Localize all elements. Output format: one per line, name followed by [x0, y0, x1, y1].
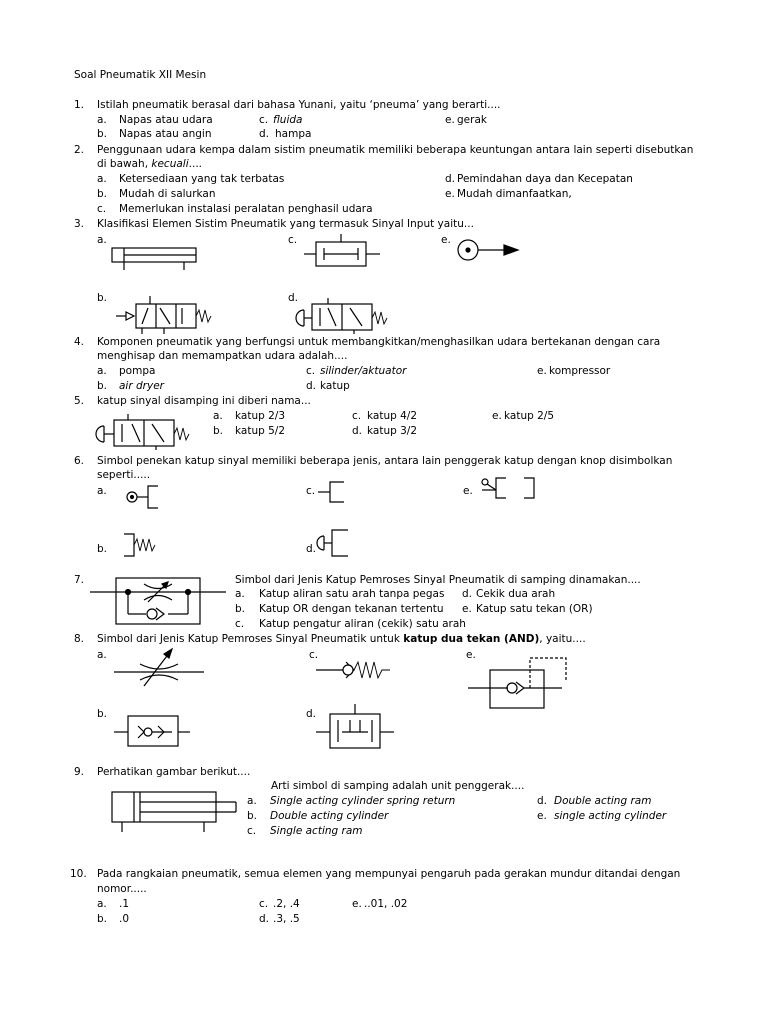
- option-text: .0: [119, 913, 130, 925]
- option-text: katup 2/3: [235, 410, 286, 422]
- option-letter: e.: [537, 810, 547, 822]
- option-text: Single acting ram: [270, 825, 363, 837]
- option-letter: c.: [288, 234, 298, 246]
- question-text-emphasis: kecuali: [151, 158, 189, 170]
- question-number: 5.: [74, 395, 85, 407]
- option-text: air dryer: [119, 380, 164, 392]
- option-letter: d.: [306, 708, 317, 720]
- option-letter: b.: [97, 128, 108, 140]
- question-text: Perhatikan gambar berikut....: [97, 766, 251, 778]
- plunger-actuator-icon: [318, 480, 348, 506]
- option-text: Ketersediaan yang tak terbatas: [119, 173, 285, 185]
- option-text: Napas atau udara: [119, 114, 213, 126]
- question-text-part: di bawah,: [97, 158, 149, 170]
- option-letter: c.: [309, 649, 319, 661]
- two-pressure-valve-icon: [304, 230, 384, 270]
- option-letter: c.: [352, 410, 362, 422]
- option-text: katup 2/5: [504, 410, 555, 422]
- option-text: fluida: [273, 114, 303, 126]
- question-number: 3.: [74, 218, 85, 230]
- option-letter: c.: [235, 618, 245, 630]
- option-letter: d.: [259, 128, 270, 140]
- option-text: Single acting cylinder spring return: [270, 795, 456, 807]
- question-number: 10.: [70, 868, 87, 880]
- question-text-part: ....: [188, 158, 202, 170]
- option-letter: a.: [213, 410, 223, 422]
- option-text: .3, .5: [273, 913, 300, 925]
- option-letter: c.: [259, 114, 269, 126]
- option-letter: b.: [247, 810, 258, 822]
- option-letter: e.: [537, 365, 547, 377]
- option-text: katup 4/2: [367, 410, 418, 422]
- question-text: [97, 159, 202, 170]
- option-text: Mudah dimanfaatkan,: [457, 188, 572, 200]
- page-title: Soal Pneumatik XII Mesin: [74, 69, 207, 81]
- option-letter: d.: [445, 173, 456, 185]
- question-number: 2.: [74, 144, 85, 156]
- option-text: ..01, .02: [364, 898, 408, 910]
- question-text: Komponen pneumatik yang berfungsi untuk membangkitkan/menghasilkan udara bertekanan dengan cara: [97, 336, 661, 348]
- push-button-actuator-icon: [318, 528, 354, 558]
- option-letter: d.: [537, 795, 548, 807]
- question-text: Pada rangkaian pneumatik, semua elemen yang mempunyai pengaruh pada gerakan mundur ditandai dengan: [97, 868, 681, 880]
- question-text: menghisap dan memampatkan udara adalah....: [97, 350, 348, 362]
- flow-control-valve-icon: [90, 576, 226, 630]
- push-button-valve-icon: [298, 298, 390, 334]
- option-letter: a.: [235, 588, 245, 600]
- spring-check-valve-icon: [316, 656, 392, 684]
- question-number: 7.: [74, 574, 85, 586]
- option-text: katup 3/2: [367, 425, 418, 437]
- option-letter: d.: [306, 380, 317, 392]
- option-letter: a.: [247, 795, 257, 807]
- option-letter: a.: [97, 234, 107, 246]
- piloted-check-valve-icon: [468, 654, 570, 712]
- option-text: Katup aliran satu arah tanpa pegas: [259, 588, 445, 600]
- option-letter: e.: [352, 898, 362, 910]
- option-letter: c.: [247, 825, 257, 837]
- option-text: Memerlukan instalasi peralatan penghasil udara: [119, 203, 373, 215]
- spring-actuator-icon: [120, 532, 164, 560]
- option-text: hampa: [275, 128, 312, 140]
- option-text: Napas atau angin: [119, 128, 212, 140]
- option-letter: b.: [97, 380, 108, 392]
- option-text: Double acting ram: [554, 795, 652, 807]
- question-text: Arti simbol di samping adalah unit penggerak....: [271, 780, 525, 792]
- question-text: Istilah pneumatik berasal dari bahasa Yunani, yaitu ‘pneuma’ yang berarti....: [97, 99, 501, 111]
- directional-valve-icon: [116, 296, 212, 334]
- option-text: single acting cylinder: [554, 810, 667, 822]
- question-text: seperti.....: [97, 469, 151, 481]
- option-text: Pemindahan daya dan Kecepatan: [457, 173, 633, 185]
- option-letter: a.: [97, 649, 107, 661]
- option-letter: b.: [97, 188, 108, 200]
- option-text: katup: [320, 380, 350, 392]
- option-letter: b.: [97, 913, 108, 925]
- question-text: Simbol penekan katup sinyal memiliki beberapa jenis, antara lain penggerak katup dengan knop disimbolkan: [97, 455, 673, 467]
- double-acting-cylinder-icon: [110, 238, 200, 274]
- question-text: [97, 634, 586, 645]
- option-text: pompa: [119, 365, 156, 377]
- option-letter: d.: [288, 292, 299, 304]
- option-letter: a.: [97, 898, 107, 910]
- option-text: .1: [119, 898, 130, 910]
- option-letter: e.: [492, 410, 502, 422]
- question-number: 6.: [74, 455, 85, 467]
- option-letter: e.: [466, 649, 476, 661]
- option-text: katup 5/2: [235, 425, 286, 437]
- option-letter: a.: [97, 173, 107, 185]
- question-number: 4.: [74, 336, 85, 348]
- option-text: .2, .4: [273, 898, 300, 910]
- option-letter: b.: [97, 543, 108, 555]
- option-letter: d.: [352, 425, 363, 437]
- option-letter: e.: [441, 234, 451, 246]
- question-text-part: Simbol dari Jenis Katup Pemroses Sinyal Pneumatik untuk: [97, 633, 400, 645]
- option-letter: b.: [97, 292, 108, 304]
- question-text: Simbol dari Jenis Katup Pemroses Sinyal Pneumatik di samping dinamakan....: [235, 574, 641, 586]
- option-text: Katup satu tekan (OR): [476, 603, 593, 615]
- cylinder-icon: [110, 786, 240, 834]
- signal-valve-icon: [98, 414, 194, 450]
- question-text-bold: katup dua tekan (AND): [403, 633, 540, 645]
- option-letter: e.: [445, 114, 455, 126]
- option-letter: a.: [97, 485, 107, 497]
- option-letter: a.: [97, 114, 107, 126]
- option-text: Mudah di salurkan: [119, 188, 216, 200]
- option-text: Katup OR dengan tekanan tertentu: [259, 603, 444, 615]
- option-text: Double acting cylinder: [270, 810, 389, 822]
- variable-throttle-icon: [114, 646, 204, 692]
- pressure-source-icon: [456, 238, 526, 262]
- question-number: 9.: [74, 766, 85, 778]
- option-letter: c.: [97, 203, 107, 215]
- question-text: nomor.....: [97, 883, 147, 895]
- question-text-part: , yaitu....: [539, 633, 586, 645]
- option-letter: c.: [259, 898, 269, 910]
- shuttle-valve-icon: [114, 712, 190, 752]
- option-letter: d.: [462, 588, 473, 600]
- option-letter: b.: [235, 603, 246, 615]
- option-letter: e.: [463, 485, 473, 497]
- option-letter: d.: [306, 543, 317, 555]
- and-valve-icon: [316, 702, 396, 754]
- option-letter: e.: [445, 188, 455, 200]
- option-letter: b.: [97, 708, 108, 720]
- option-text: Cekik dua arah: [476, 588, 556, 600]
- roller-actuator-icon: [124, 484, 160, 510]
- lever-actuator-icon: [478, 476, 540, 502]
- question-text: Klasifikasi Elemen Sistim Pneumatik yang termasuk Sinyal Input yaitu...: [97, 218, 474, 230]
- option-letter: a.: [97, 365, 107, 377]
- option-letter: d.: [259, 913, 270, 925]
- option-letter: e.: [462, 603, 472, 615]
- option-letter: b.: [213, 425, 224, 437]
- question-number: 1.: [74, 99, 85, 111]
- option-text: silinder/aktuator: [320, 365, 407, 377]
- question-text: katup sinyal disamping ini diberi nama...: [97, 395, 311, 407]
- option-text: Katup pengatur aliran (cekik) satu arah: [259, 618, 466, 630]
- option-letter: c.: [306, 485, 316, 497]
- option-text: gerak: [457, 114, 487, 126]
- question-text: Penggunaan udara kempa dalam sistim pneumatik memiliki beberapa keuntungan antara lain seperti disebutkan: [97, 144, 694, 156]
- option-text: kompressor: [549, 365, 611, 377]
- option-letter: c.: [306, 365, 316, 377]
- question-number: 8.: [74, 633, 85, 645]
